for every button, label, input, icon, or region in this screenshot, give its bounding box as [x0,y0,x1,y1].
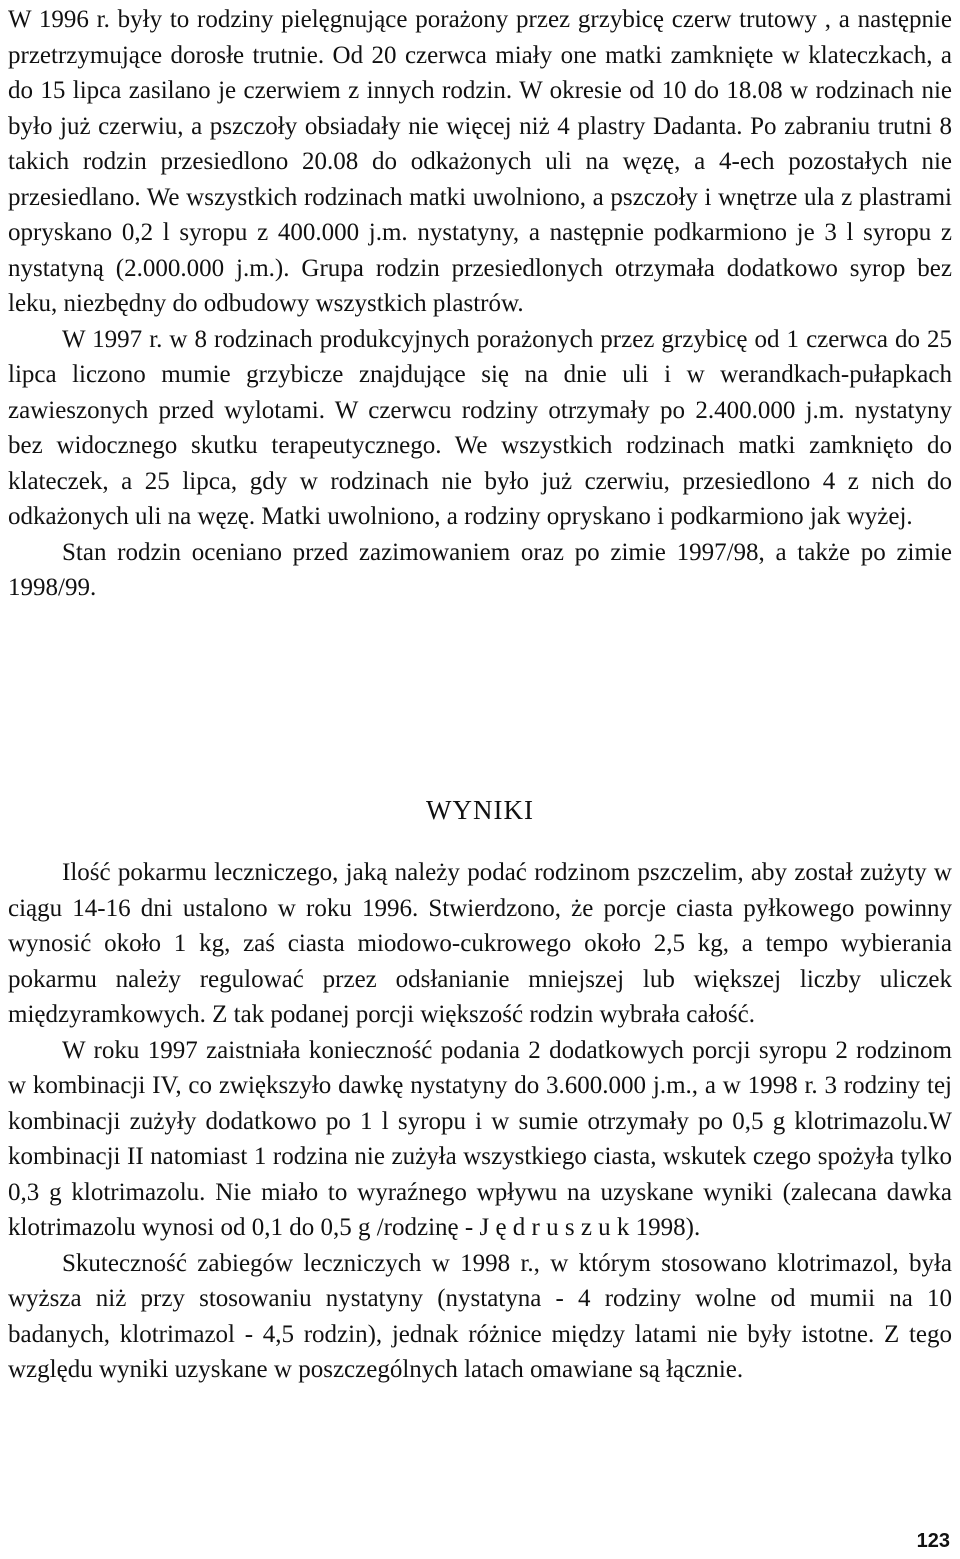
document-page [8,0,952,1559]
paragraph-1997-doses: W roku 1997 zaistniała konieczność podania 2 dodatkowych porcji syropu 2 rodzinom w kombinacji IV, co zwiększyło dawkę nystatyny do 3.600.000 j.m., a w 1998 r. 3 rodziny tej kombinacji zużyły dodatkowo po 1 l syropu i w sumie otrzymały po 0,5 g klotrimazolu.W kombinacji II natomiast 1 rodzina nie zużyła wszystkiego ciasta, wskutek czego spożyła tylko 0,3 g klotrimazolu. Nie miało to wyraźnego wpływu na uzyskane wyniki (zalecana dawka klotrimazolu wynosi od 0,1 do 0,5 g /rodzinę - J ę d r u s z u k 1998). [8,1036,952,1241]
paragraph-assessment: Stan rodzin oceniano przed zazimowaniem oraz po zimie 1997/98, a także po zimie 1998/99. [8,538,952,601]
page-number: 123 [916,1530,950,1552]
paragraph-effectiveness: Skuteczność zabiegów leczniczych w 1998 r., w którym stosowano klotrimazol, była wyższa niż przy stosowaniu nystatyny (nystatyna - 4 rodziny wolne od mumii na 10 badanych, klotrimazol - 4,5 rodzin), jednak różnice między latami nie były istotne. Z tego względu wyniki uzyskane w poszczególnych latach omawiane są łącznie. [8,1249,952,1383]
paragraph-food-amount: Ilość pokarmu leczniczego, jaką należy podać rodzinom pszczelim, aby został zużyty w ciągu 14-16 dni ustalono w roku 1996. Stwierdzono, że porcje ciasta pyłkowego powinny wynosić około 1 kg, zaś ciasta miodowo-cukrowego około 2,5 kg, a tempo wybierania pokarmu należy regulować przez odsłanianie mniejszej lub większej liczby uliczek międzyramkowych. Z tak podanej porcji większość rodzin wybrała całość. [8,859,952,1028]
paragraph-1996: W 1996 r. były to rodziny pielęgnujące porażony przez grzybicę czerw trutowy , a następnie przetrzymujące dorosłe trutnie. Od 20 czerwca miały one matki zamknięte w klateczkach, a do 15 lipca zasilano je czerwiem z innych rodzin. W okresie od 10 do 18.08 w rodzinach nie było już czerwiu, a pszczoły obsiadały nie więcej niż 4 plastry Dadanta. Po zabraniu trutni 8 takich rodzin przesiedlono 20.08 do odkażonych uli na węzę, a 4-ech pozostałych nie przesiedlano. We wszystkich rodzinach matki uwolniono, a pszczoły i wnętrze ula z plastrami opryskano 0,2 l syropu z 400.000 j.m. nystatyny, a następnie podkarmiono je 3 l syropu z nystatyną (2.000.000 j.m.). Grupa rodzin przesiedlonych otrzymała dodatkowo syrop bez leku, niezbędny do odbudowy wszystkich plastrów. [8,6,952,317]
section-heading-wyniki: WYNIKI [426,795,534,825]
results-section [8,855,952,1388]
methods-section [8,2,952,606]
paragraph-1997: W 1997 r. w 8 rodzinach produkcyjnych porażonych przez grzybicę od 1 czerwca do 25 lipca liczono mumie grzybicze znajdujące się na dnie uli i w werandkach-pułapkach zawieszonych przed wylotami. W czerwcu rodziny otrzymały po 2.400.000 j.m. nystatyny bez widocznego skutku terapeutycznego. We wszystkich rodzinach matki zamknięto do klateczek, a 25 lipca, gdy w rodzinach nie było już czerwiu, przesiedlono 4 z nich do odkażonych uli na węzę. Matki uwolniono, a rodziny opryskano i podkarmiono jak wyżej. [8,325,952,530]
